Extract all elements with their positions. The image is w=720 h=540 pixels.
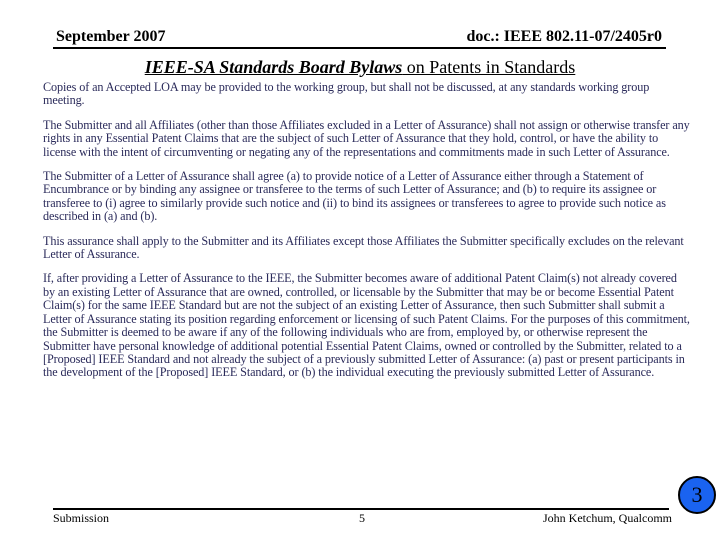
title-rest: on Patents in Standards xyxy=(402,57,576,77)
footer-author: John Ketchum, Qualcomm xyxy=(543,511,672,525)
footer-page-number: 5 xyxy=(359,511,365,525)
paragraph: This assurance shall apply to the Submitter and its Affiliates except those Affiliates the Submitter specifically excludes on the relevant Letter of Assurance. xyxy=(43,233,684,262)
body-text xyxy=(43,81,691,391)
title-italic: IEEE-SA Standards Board Bylaws xyxy=(144,57,403,77)
header-doc-id: doc.: IEEE 802.11-07/2405r0 xyxy=(466,28,662,45)
paragraph: The Submitter and all Affiliates (other than those Affiliates excluded in a Letter of Assurance) shall not assign or otherwise transfer any rights in any Essential Patent Claims that are the subject of such Letter of Assurance that they hold, control, or have the ability to license with the intent of circumventing or negating any of the representations and commitments made in such Letter of Assurance. xyxy=(43,117,690,159)
footer-submission: Submission xyxy=(53,511,110,525)
slide-title xyxy=(0,57,720,78)
header-date: September 2007 xyxy=(56,28,166,45)
paragraph: The Submitter of a Letter of Assurance shall agree (a) to provide notice of a Letter of Assurance either through a Statement of Encumbrance or by binding any assignee or transferee to the terms of such Letter of Assurance; and (b) to require its assignee or transferee to (i) agree to similarly provide such notice and (ii) to bind its assignees or transferees to agree to provide such notice as described in (a) and (b). xyxy=(43,169,666,224)
slide-number-badge: 3 xyxy=(678,476,716,514)
paragraph: Copies of an Accepted LOA may be provided to the working group, but shall not be discussed, at any standards working group meeting. xyxy=(43,80,650,108)
header-rule xyxy=(53,47,666,49)
paragraph: If, after providing a Letter of Assurance to the IEEE, the Submitter becomes aware of additional Patent Claim(s) not already covered by an existing Letter of Assurance that are owned, controlled, or licensable by the Submitter that may be or become Essential Patent Claim(s) for the same IEEE Standard but are not the subject of an existing Letter of Assurance, then such Submitter shall submit a Letter of Assurance stating its position regarding enforcement or licensing of such Patent Claims. For the purposes of this commitment, the Submitter is deemed to be aware if any of the following individuals who are from, employed by, or otherwise represent the Submitter have personal knowledge of additional potential Essential Patent Claims, owned or controlled by the Submitter, related to a [Proposed] IEEE Standard and not already the subject of a previously submitted Letter of Assurance: (a) past or present participants in the development of the [Proposed] IEEE Standard, or (b) the individual executing the previously submitted Letter of Assurance. xyxy=(43,271,690,380)
footer-rule xyxy=(53,508,669,510)
